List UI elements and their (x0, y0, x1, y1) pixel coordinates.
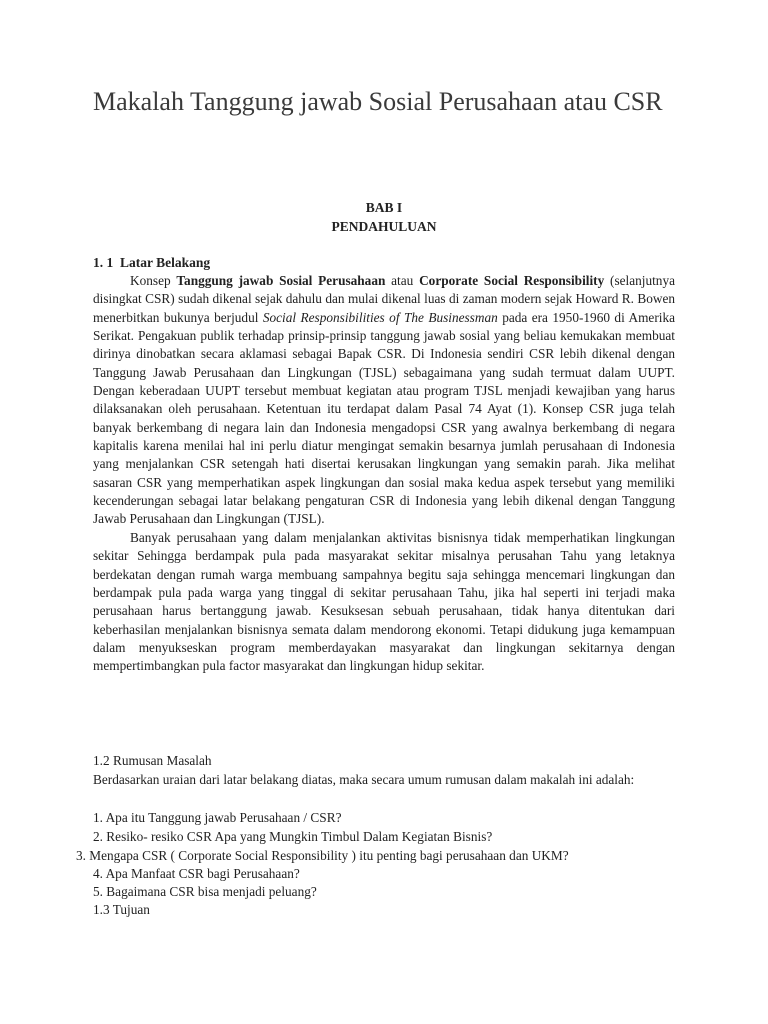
document-title: Makalah Tanggung jawab Sosial Perusahaan atau CSR (93, 87, 663, 116)
list-item: 5. Bagaimana CSR bisa menjadi peluang? (93, 884, 317, 899)
list-item: 4. Apa Manfaat CSR bagi Perusahaan? (93, 866, 300, 881)
section-number: 1. 1 (93, 255, 114, 270)
term-tjsp: Tanggung jawab Sosial Perusahaan (176, 273, 386, 288)
chapter-title: PENDAHULUAN (331, 219, 437, 234)
list-item: 2. Resiko- resiko CSR Apa yang Mungkin Timbul Dalam Kegiatan Bisnis? (93, 829, 493, 844)
term-csr: Corporate Social Responsibility (419, 273, 605, 288)
chapter-heading (93, 198, 675, 236)
section-heading-rumusan-masalah: 1.2 Rumusan Masalah (93, 753, 212, 768)
rumusan-intro: Berdasarkan uraian dari latar belakang diatas, maka secara umum rumusan dalam makalah ini adalah: (93, 772, 635, 787)
paragraph-text: (selanjutnya disingkat CSR) sudah dikenal sejak dahulu dan mulai dikenal luas di zaman modern sejak Howard R. Bowen menerbitkan bukunya berjudul (93, 273, 675, 325)
paragraph-1 (93, 272, 675, 529)
section-heading-tujuan: 1.3 Tujuan (93, 902, 150, 917)
chapter-number: BAB I (365, 200, 403, 215)
section-heading-latar-belakang (93, 254, 210, 272)
paragraph-text: pada era 1950-1960 di Amerika Serikat. Pengakuan publik terhadap prinsip-prinsip tanggung jawab sosial yang beliau kemukakan membuat dirinya dinobatkan secara aklamasi sebagai Bapak CSR. Di Indonesia sendiri CSR lebih dikenal dengan Tanggung Jawab Perusahaan dan Lingkungan (TJSL) sebagaimana yang sudah termuat dalam UUPT. Dengan keberadaan UUPT tersebut membuat kegiatan atau program TJSL menjadi kewajiban yang harus dilaksanakan oleh perusahaan. Ketentuan itu terdapat dalam Pasal 74 Ayat (1). Konsep CSR juga telah banyak berkembang di negara lain dan Indonesia mengadopsi CSR yang awalnya berkembang di negara kapitalis karena menilai hal ini perlu diatur mengingat semakin besarnya jumlah perusahaan di Indonesia yang menjalankan CSR setengah hati disertai kerusakan lingkungan yang semakin parah. Jika melihat sasaran CSR yang memperhatikan aspek lingkungan dan sosial maka kedua aspek tersebut yang memiliki kecenderungan sebagai latar belakang pengaturan CSR di Indonesia yang lebih dikenal dengan Tanggung Jawab Perusahaan dan Lingkungan (TJSL). (93, 309, 675, 527)
paragraph-2: Banyak perusahaan yang dalam menjalankan aktivitas bisnisnya tidak memperhatikan lingkungan sekitar Sehingga berdampak pula pada masyarakat sekitar misalnya perusahan Tahu yang letaknya berdekatan dengan rumah warga membuang sampahnya begitu saja sehingga mencemari lingkungan dan berdampak pula pada warga yang tinggal di sekitar perusahaan Tahu, jika hal seperti ini terjadi maka perusahaan harus bertanggung jawab. Kesuksesan sebuah perusahaan, tidak hanya ditentukan dari keberhasilan menjalankan bisnisnya semata dalam mendorong ekonomi. Tetapi didukung juga kemampuan dalam menyukseskan program memberdayakan masyarakat dan lingkungan sekitarnya dengan mempertimbangkan pula factor masyarakat dan lingkungan hidup sekitar. (93, 529, 675, 674)
list-item: 3. Mengapa CSR ( Corporate Social Responsibility ) itu penting bagi perusahaan dan UKM? (76, 848, 569, 863)
book-title: Social Responsibilities of The Businessman (262, 309, 498, 325)
section-title: Latar Belakang (120, 255, 211, 270)
latar-belakang-body (93, 272, 675, 676)
list-item: 1. Apa itu Tanggung jawab Perusahaan / CSR? (93, 810, 342, 825)
paragraph-text: atau (385, 273, 420, 288)
paragraph-text: Konsep (130, 273, 177, 288)
